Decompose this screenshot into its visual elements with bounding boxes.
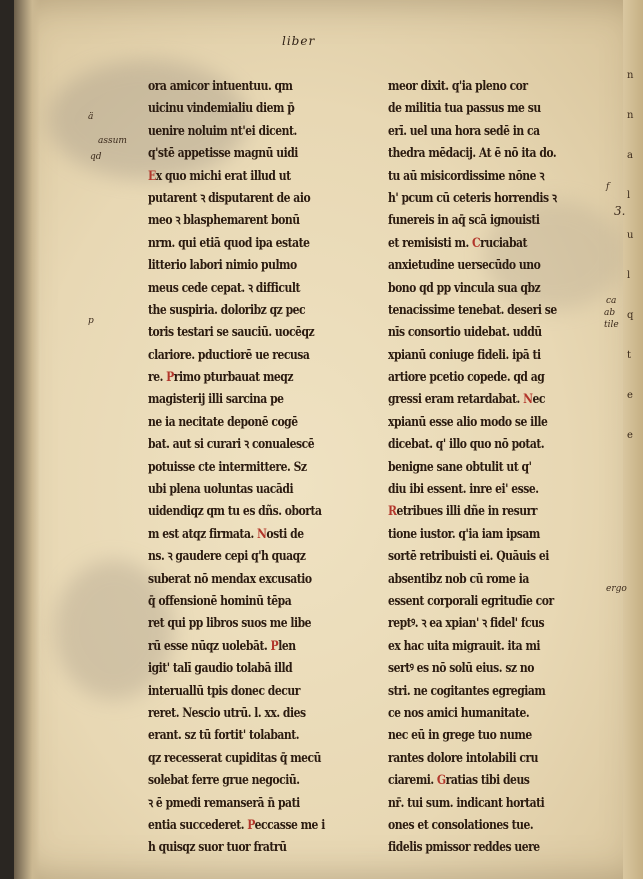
- text-line: ones et consolationes tue.: [388, 817, 534, 833]
- rubricated-initial: N: [257, 526, 267, 542]
- text-line: stri. ne cogitantes egregiam: [388, 683, 546, 699]
- text-line: h' pcum cū ceteris horrendis ꝛ: [388, 190, 557, 206]
- margin-note: assum: [98, 136, 127, 146]
- text-line: thedra mēdacij. At ē nō ita do.: [388, 146, 557, 162]
- text-line: tenacissime tenebat. deseri se: [388, 302, 557, 318]
- adjacent-page-letter: n: [627, 110, 634, 121]
- text-line: ex hac uita migrauit. ita mi: [388, 638, 541, 654]
- rubricated-initial: P: [270, 638, 279, 654]
- adjacent-page-letter: n: [627, 70, 634, 81]
- binding-gutter: [14, 0, 40, 879]
- text-line: ora amicor intuentuu. qm: [148, 79, 293, 94]
- text-line: erant. sz tū fortit' tolabant.: [148, 728, 300, 744]
- adjacent-page-letter: e: [627, 430, 633, 441]
- text-line: ꝛ ē pmedi remanserā n̄ pati: [148, 795, 300, 811]
- text-line: nec eū in grege tuo nume: [388, 728, 532, 744]
- text-line: nīs consortio uidebat. uddū: [388, 325, 542, 341]
- margin-note: 3.: [614, 204, 626, 218]
- text-line: qz recesserat cupiditas q̄ mecū: [148, 750, 322, 766]
- adjacent-page-letter: l: [627, 190, 631, 201]
- text-line: Retribues illi dñe in resurr: [388, 504, 537, 520]
- text-line: reptꝰ. ꝛ ea xpian' ꝛ fidel' fcus: [388, 616, 545, 632]
- text-line: de militia tua passus me su: [388, 101, 541, 117]
- text-line: solebat ferre grue negociū.: [148, 773, 300, 789]
- text-line: diu ibi essent. inre ei' esse.: [388, 482, 539, 498]
- margin-note: ä: [88, 112, 94, 122]
- text-line: fidelis pmissor reddes uere: [388, 840, 540, 856]
- text-line: absentibz nob cū rome ia: [388, 571, 529, 587]
- adjacent-page-edge: [623, 0, 643, 879]
- text-line: toris testari se sauciū. uocēqz: [148, 325, 315, 341]
- text-line: sortē retribuisti ei. Quāuis ei: [388, 549, 549, 565]
- text-line: entia succederet. Peccasse me i: [148, 817, 325, 833]
- rubricated-initial: P: [247, 817, 255, 833]
- text-line: re. Primo pturbauat meqz: [148, 370, 294, 386]
- text-line: meus cede cepat. ꝛ difficult: [148, 280, 301, 296]
- text-line: rantes dolore intolabili cru: [388, 750, 539, 766]
- text-line: clariore. pductiorē ue recusa: [148, 347, 310, 363]
- rubricated-initial: G: [436, 773, 446, 789]
- text-line: xpianū coniuge fideli. ipā ti: [388, 347, 541, 363]
- margin-note: qd: [90, 152, 102, 162]
- rubricated-initial: R: [388, 504, 397, 520]
- text-line: anxietudine uersecūdo uno: [388, 258, 541, 274]
- text-line: q̄ offensionē hominū tēpa: [148, 593, 292, 609]
- running-header: liber: [282, 34, 316, 48]
- text-line: ciaremi. Gratias tibi deus: [388, 773, 530, 789]
- text-line: magisterij illi sarcina pe: [148, 392, 284, 408]
- margin-note: ca: [606, 296, 617, 306]
- text-line: Ex quo michi erat illud ut: [148, 168, 291, 184]
- text-line: meor dixit. q'ia pleno cor: [388, 79, 528, 94]
- rubricated-initial: C: [472, 235, 481, 251]
- text-line: dicebat. q' illo quo nō potat.: [388, 437, 545, 453]
- text-line: nrm. qui etiā quod ipa estate: [148, 235, 310, 251]
- text-line: igit' talī gaudio tolabā illd: [148, 661, 293, 677]
- margin-note: ab: [604, 308, 616, 318]
- text-line: uidendiqz qm tu es dñs. oborta: [148, 504, 322, 520]
- text-line: potuisse cte intermittere. Sz: [148, 459, 307, 475]
- text-line: et remisisti m. Cruciabat: [388, 235, 528, 251]
- text-line: reret. Nescio utrū. l. xx. dies: [148, 705, 306, 721]
- text-column-right: [388, 76, 610, 860]
- text-line: putarent ꝛ disputarent de aio: [148, 190, 311, 206]
- text-line: the suspiria. doloribz qz pec: [148, 302, 306, 318]
- text-line: benigne sane obtulit ut q': [388, 459, 532, 475]
- text-line: litterio labori nimio pulmo: [148, 258, 297, 274]
- adjacent-page-letter: t: [627, 350, 632, 361]
- adjacent-page-letter: u: [627, 230, 634, 241]
- text-line: erī. uel una hora sedē in ca: [388, 123, 540, 139]
- text-line: funereis in aq̄ scā ignouisti: [388, 213, 540, 229]
- text-line: q'stē appetisse magnū uidi: [148, 146, 298, 162]
- text-line: artiore pcetio copede. qd ag: [388, 370, 545, 386]
- text-line: meo ꝛ blasphemarent bonū: [148, 213, 300, 229]
- text-line: suberat nō mendax excusatio: [148, 571, 312, 587]
- margin-note: tile: [604, 320, 619, 330]
- text-line: uenire noluim nt'ei dicent.: [148, 123, 297, 139]
- text-line: m est atqz firmata. Nosti de: [148, 526, 304, 542]
- rubricated-initial: P: [166, 370, 174, 386]
- adjacent-page-letter: e: [627, 390, 633, 401]
- text-line: ret qui pp libros suos me libe: [148, 616, 312, 632]
- text-line: uicinu vindemialiu diem p̄: [148, 101, 295, 117]
- adjacent-page-letter: a: [627, 150, 633, 161]
- rubricated-initial: E: [148, 168, 156, 184]
- text-line: sertꝰ es nō solū eius. sz no: [388, 661, 534, 677]
- text-line: tione iustor. q'ia iam ipsam: [388, 526, 540, 542]
- text-line: ubi plena uoluntas uacādi: [148, 482, 294, 498]
- text-column-left: [148, 76, 370, 860]
- margin-note: p: [88, 316, 94, 326]
- text-line: ce nos amici humanitate.: [388, 705, 530, 721]
- text-line: nr̄. tui sum. indicant hortati: [388, 795, 545, 811]
- text-line: interuallū tpis donec decur: [148, 683, 300, 699]
- text-line: h quisqz suor tuor fratrū: [148, 840, 287, 856]
- rubricated-initial: N: [523, 392, 533, 408]
- text-line: gressi eram retardabat. Nec: [388, 392, 546, 408]
- text-line: bat. aut si curari ꝛ conualescē: [148, 437, 315, 453]
- text-line: tu aū misicordissime nōne ꝛ: [388, 168, 544, 184]
- margin-note: f: [606, 182, 610, 192]
- text-line: bono qd pp vincula sua qbz: [388, 280, 541, 296]
- margin-note: ergo: [606, 584, 627, 594]
- text-line: ne ia necitate deponē cogē: [148, 414, 298, 430]
- text-line: ns. ꝛ gaudere cepi q'h quaqz: [148, 549, 306, 565]
- text-line: essent corporali egritudīe cor: [388, 593, 554, 609]
- text-line: xpianū esse alio modo se ille: [388, 414, 548, 430]
- adjacent-page-letter: q: [627, 310, 634, 321]
- text-line: rū esse nūqz uolebāt. Plen: [148, 638, 296, 654]
- adjacent-page-letter: l: [627, 270, 631, 281]
